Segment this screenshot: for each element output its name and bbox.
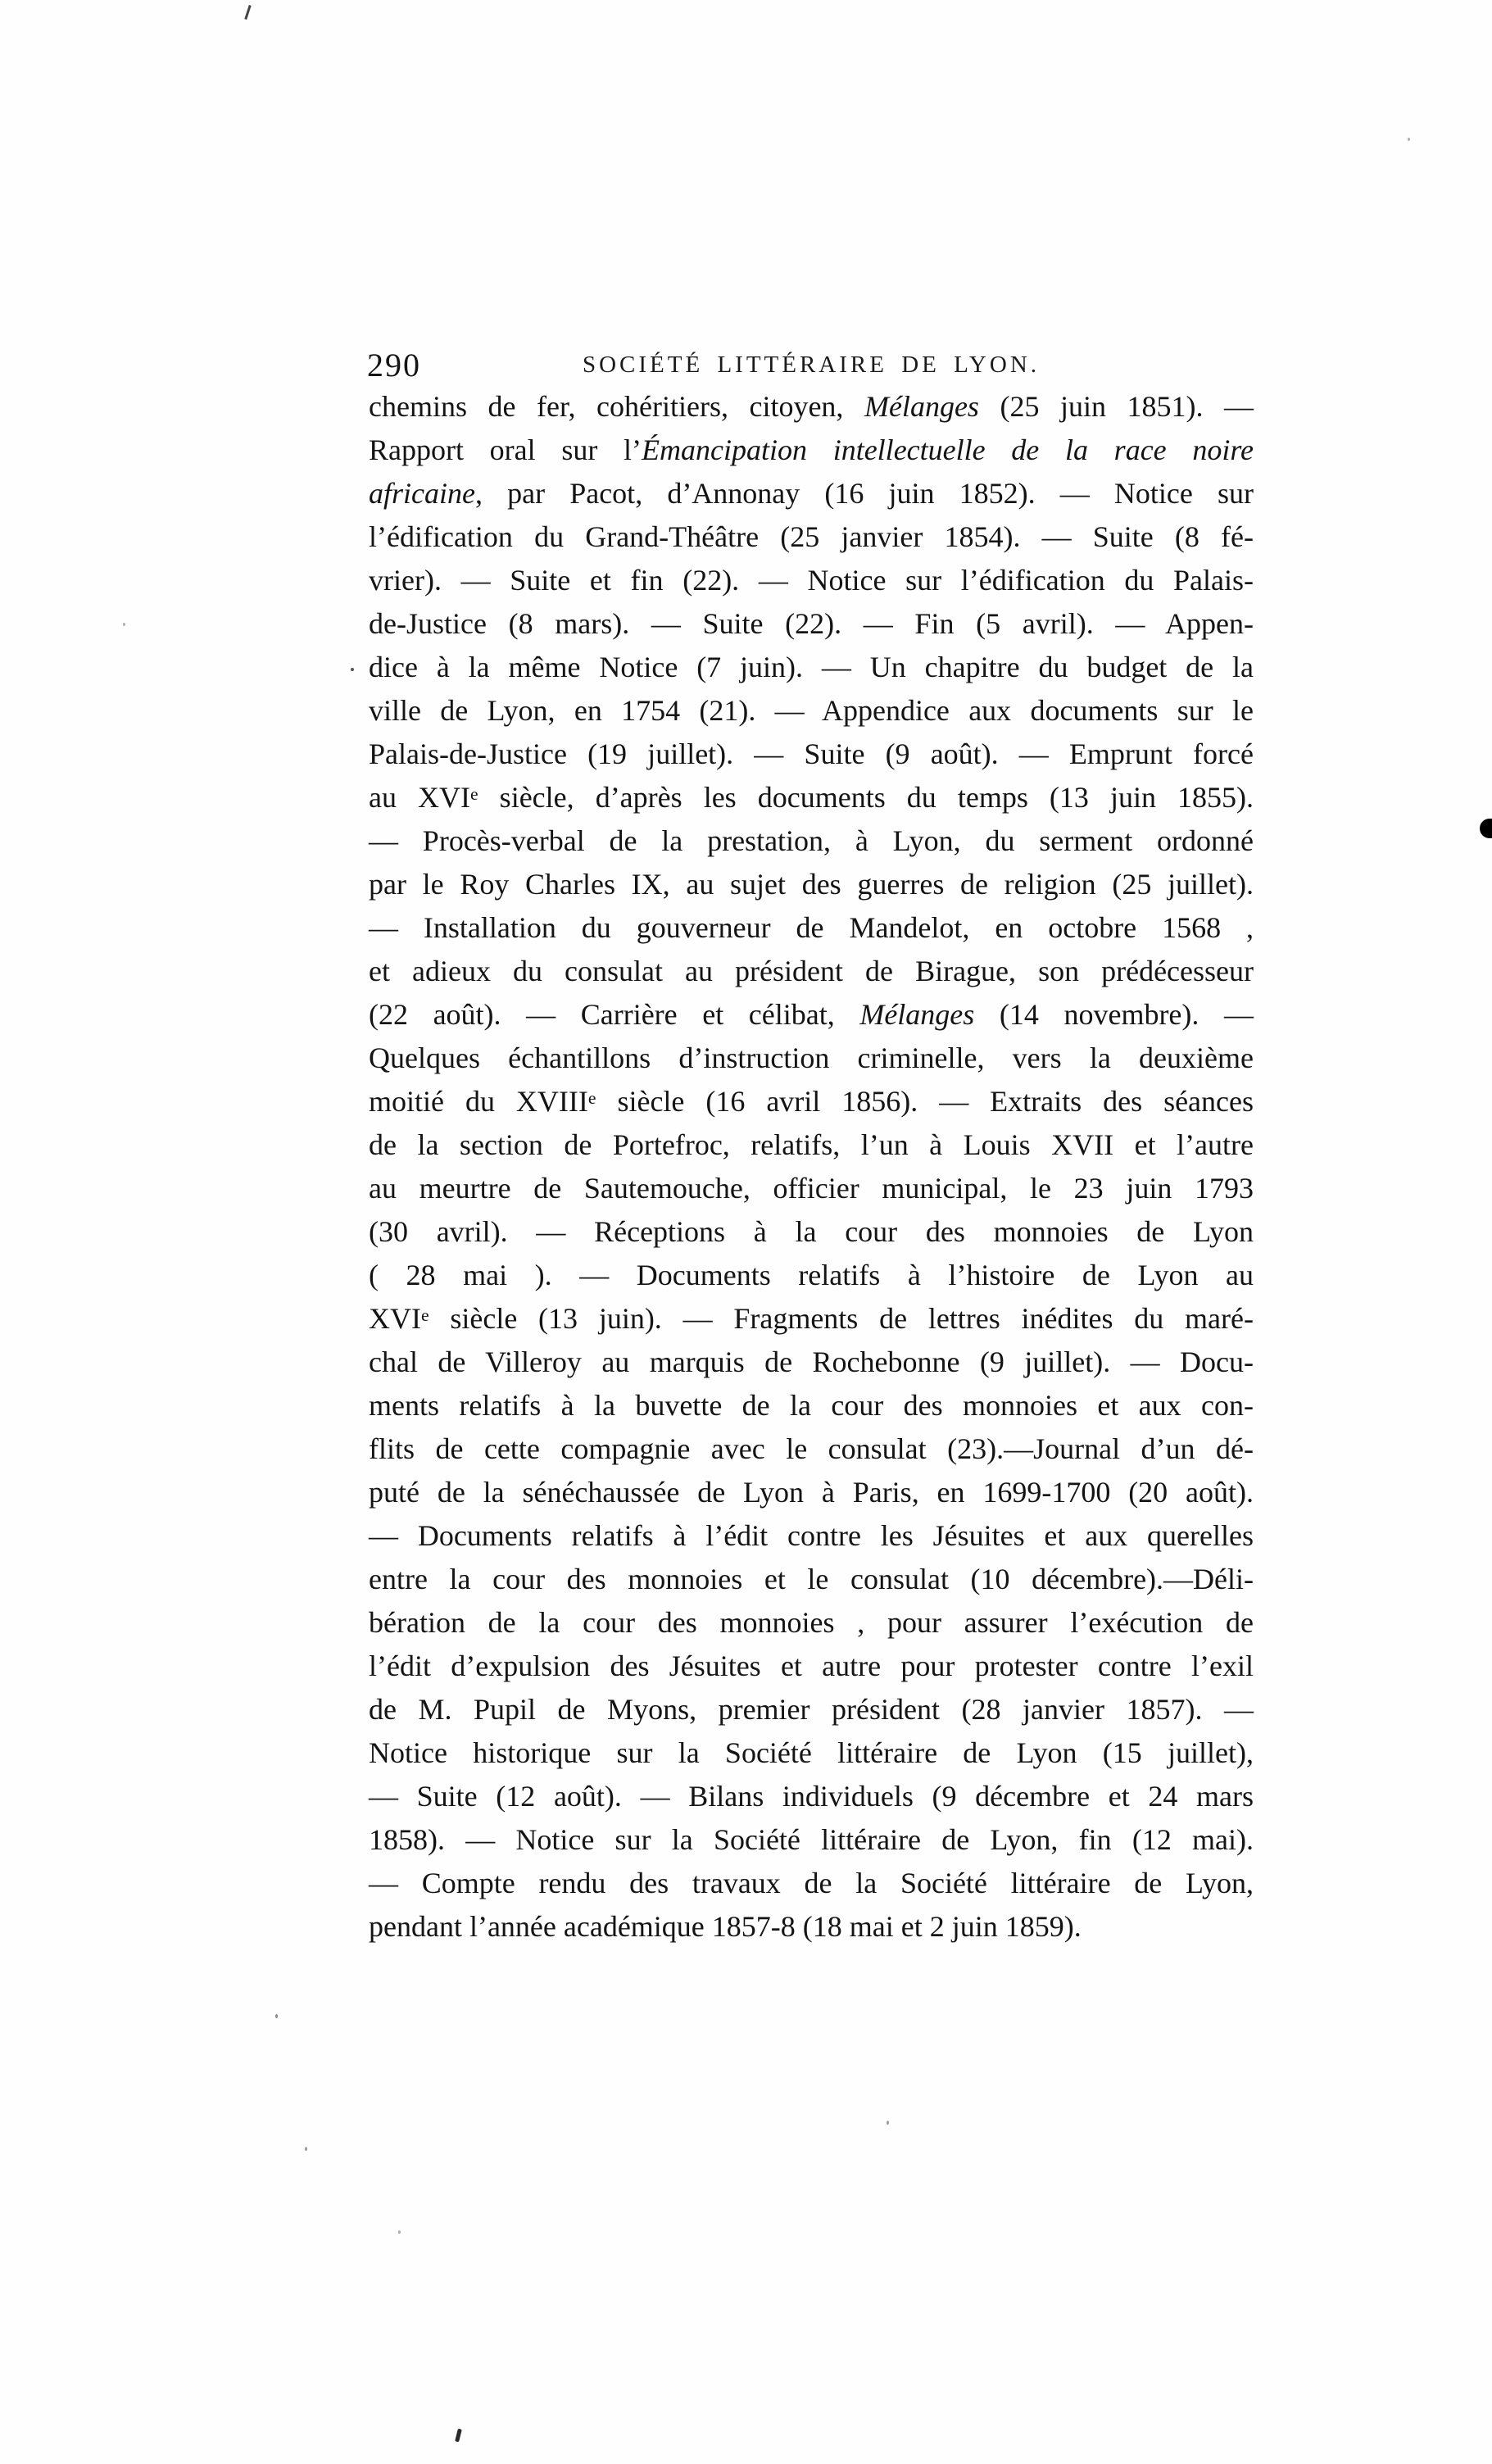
text-segment: entre la cour des monnoies et le consulat (10 décembre).—Déli- (369, 1563, 1254, 1595)
running-header: SOCIÉTÉ LITTÉRAIRE DE LYON. (582, 352, 1041, 378)
superscript-segment: e (587, 1087, 596, 1108)
text-segment: au XVI (369, 781, 471, 814)
superscript-segment: e (420, 1305, 429, 1325)
text-segment: ville de Lyon, en 1754 (21). — Appendice aux documents sur le (369, 694, 1254, 727)
text-segment: Quelques échantillons d’instruction criminelle, vers la deuxième (369, 1041, 1254, 1074)
body-text-line (369, 646, 1254, 689)
text-segment: par le Roy Charles IX, au sujet des guerres de religion (25 juillet). (369, 868, 1254, 901)
body-text-line (369, 863, 1254, 906)
body-text-line (369, 1471, 1254, 1514)
body-text-line (369, 1297, 1254, 1341)
text-segment: l’édit d’expulsion des Jésuites et autre pour protester contre l’exil (369, 1649, 1254, 1682)
body-text-line (369, 819, 1254, 863)
text-segment: dice à la même Notice (7 juin). — Un chapitre du budget de la (369, 651, 1254, 683)
body-text-line (369, 1775, 1254, 1818)
text-segment: l’édification du Grand-Théâtre (25 janvier 1854). — Suite (8 fé- (369, 520, 1254, 553)
text-segment: ments relatifs à la buvette de la cour des monnoies et aux con- (369, 1389, 1254, 1422)
text-segment: chal de Villeroy au marquis de Rochebonne (9 juillet). — Docu- (369, 1345, 1254, 1378)
scan-speck (398, 2230, 401, 2234)
text-segment: (25 juin 1851). — (978, 390, 1254, 423)
body-text-line (369, 733, 1254, 776)
body-text-line (369, 1037, 1254, 1080)
body-text-line (369, 1427, 1254, 1471)
italic-text-segment: Mélanges (864, 390, 979, 423)
body-text-line (369, 1731, 1254, 1775)
text-segment: au meurtre de Sautemouche, officier municipal, le 23 juin 1793 (369, 1172, 1254, 1205)
text-segment: 1858). — Notice sur la Société littéraire de Lyon, fin (12 mai). (369, 1823, 1254, 1856)
text-segment: — Procès-verbal de la prestation, à Lyon, du serment ordonné (369, 824, 1254, 857)
body-text-line (369, 1818, 1254, 1862)
text-segment: — Suite (12 août). — Bilans individuels (9 décembre et 24 mars (369, 1780, 1254, 1813)
body-text-line (369, 515, 1254, 559)
body-text-line (369, 385, 1254, 429)
text-segment: , par Pacot, d’Annonay (16 juin 1852). — Notice sur (474, 477, 1254, 510)
text-segment: (14 novembre). — (974, 998, 1254, 1031)
body-text-line (369, 1341, 1254, 1384)
text-segment: ( 28 mai ). — Documents relatifs à l’histoire de Lyon au (369, 1259, 1254, 1291)
body-text-line (369, 1254, 1254, 1297)
superscript-segment: e (470, 783, 478, 804)
body-text-line (369, 602, 1254, 646)
text-segment: et adieux du consulat au président de Birague, son prédécesseur (369, 955, 1254, 987)
body-text-line (369, 472, 1254, 515)
page-body-text (369, 385, 1254, 1949)
scan-speck (275, 2014, 278, 2018)
body-text-line (369, 1514, 1254, 1558)
text-segment: (30 avril). — Réceptions à la cour des monnoies de Lyon (369, 1215, 1254, 1248)
italic-text-segment: Émancipation intellectuelle de la race noire (642, 433, 1254, 466)
body-text-line (369, 776, 1254, 819)
body-text-line (369, 1645, 1254, 1688)
scan-speck (244, 5, 251, 20)
scan-speck (1408, 138, 1410, 141)
text-segment: de M. Pupil de Myons, premier président (28 janvier 1857). — (369, 1693, 1254, 1726)
body-text-line (369, 559, 1254, 602)
text-segment: pendant l’année académique 1857-8 (18 mai et 2 juin 1859). (369, 1910, 1082, 1943)
body-text-line (369, 1905, 1254, 1949)
text-segment: — Compte rendu des travaux de la Société littéraire de Lyon, (369, 1867, 1254, 1899)
text-segment: — Installation du gouverneur de Mandelot, en octobre 1568 , (369, 911, 1254, 944)
ink-blot-artifact (1480, 819, 1492, 838)
body-text-line (369, 1688, 1254, 1731)
body-text-line (369, 1210, 1254, 1254)
text-segment: XVI (369, 1302, 421, 1335)
scan-speck (351, 668, 354, 671)
body-text-line (369, 1384, 1254, 1427)
text-segment: Rapport oral sur l’ (369, 433, 642, 466)
scan-speck (887, 2121, 889, 2125)
text-segment: siècle (13 juin). — Fragments de lettres inédites du maré- (429, 1302, 1254, 1335)
scan-speck (123, 623, 125, 626)
text-segment: siècle, d’après les documents du temps (13 juin 1855). (478, 781, 1254, 814)
body-text-line (369, 1601, 1254, 1645)
text-segment: Palais-de-Justice (19 juillet). — Suite (9 août). — Emprunt forcé (369, 737, 1254, 770)
scan-speck (455, 2429, 462, 2443)
text-segment: — Documents relatifs à l’édit contre les Jésuites et aux querelles (369, 1519, 1254, 1552)
body-text-line (369, 1123, 1254, 1167)
text-segment: flits de cette compagnie avec le consulat (23).—Journal d’un dé- (369, 1432, 1254, 1465)
text-segment: vrier). — Suite et fin (22). — Notice sur l’édification du Palais- (369, 564, 1254, 597)
text-segment: chemins de fer, cohéritiers, citoyen, (369, 390, 864, 423)
text-segment: de la section de Portefroc, relatifs, l’un à Louis XVII et l’autre (369, 1128, 1254, 1161)
italic-text-segment: Mélanges (859, 998, 975, 1031)
text-segment: siècle (16 avril 1856). — Extraits des séances (596, 1085, 1254, 1118)
body-text-line (369, 1558, 1254, 1601)
text-segment: bération de la cour des monnoies , pour assurer l’exécution de (369, 1606, 1254, 1639)
body-text-line (369, 1167, 1254, 1210)
text-segment: Notice historique sur la Société littéraire de Lyon (15 juillet), (369, 1736, 1254, 1769)
text-segment: moitié du XVIII (369, 1085, 588, 1118)
body-text-line (369, 906, 1254, 950)
italic-text-segment: africaine (369, 477, 475, 510)
body-text-line (369, 429, 1254, 472)
page-number: 290 (367, 347, 421, 383)
body-text-line (369, 950, 1254, 993)
text-segment: (22 août). — Carrière et célibat, (369, 998, 860, 1031)
body-text-line (369, 1862, 1254, 1905)
text-segment: puté de la sénéchaussée de Lyon à Paris, en 1699-1700 (20 août). (369, 1476, 1254, 1509)
body-text-line (369, 993, 1254, 1037)
body-text-line (369, 1080, 1254, 1123)
body-text-line (369, 689, 1254, 733)
scan-speck (305, 2147, 307, 2151)
text-segment: de-Justice (8 mars). — Suite (22). — Fin (5 avril). — Appen- (369, 607, 1254, 640)
